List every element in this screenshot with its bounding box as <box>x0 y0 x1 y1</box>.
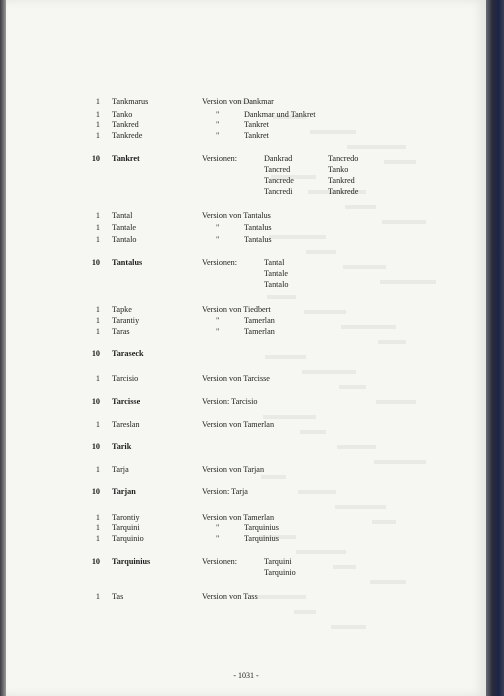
entry-name: Tarquinius <box>112 557 151 566</box>
version-name: Tankred <box>328 176 355 185</box>
entry-note: Version von Tantalus <box>202 211 271 220</box>
entry-reference: Tantalus <box>244 235 272 244</box>
entry-name: Taraseck <box>112 349 144 358</box>
bleed-through-mark <box>296 550 346 554</box>
entry-count: 1 <box>95 97 100 106</box>
entry-note: Version von Tiedbert <box>202 305 271 314</box>
entry-name: Tankmarus <box>112 97 149 106</box>
bleed-through-mark <box>294 610 316 614</box>
entry-reference: Tamerlan <box>244 316 275 325</box>
list-item <box>84 327 414 338</box>
entry-note: Version von Tamerlan <box>202 513 275 522</box>
entry-count: 1 <box>95 420 100 429</box>
list-item <box>84 397 414 408</box>
entry-note: Version von Dankmar <box>202 97 274 106</box>
ditto-mark: " <box>216 223 220 232</box>
list-item <box>84 349 414 360</box>
bleed-through-mark <box>267 295 296 299</box>
bleed-through-mark <box>345 205 376 209</box>
book-spine <box>486 0 504 696</box>
entry-name: Tarantiy <box>112 316 140 325</box>
entry-name: Tankret <box>112 154 140 163</box>
entry-reference: Tankret <box>244 131 269 140</box>
entry-name: Tareslan <box>112 420 140 429</box>
entry-count: 10 <box>91 557 100 566</box>
bleed-through-mark <box>347 145 406 149</box>
list-item <box>84 592 414 603</box>
entry-reference: Tamerlan <box>244 327 275 336</box>
entry-note: Version von Tamerlan <box>202 420 275 429</box>
list-item <box>84 316 414 327</box>
list-item <box>84 97 414 108</box>
list-item <box>84 374 414 385</box>
version-name: Tancredi <box>264 187 293 196</box>
ditto-mark: " <box>216 120 220 129</box>
entry-count: 10 <box>91 487 100 496</box>
entry-note: Versionen: <box>202 154 238 163</box>
entry-count: 1 <box>95 523 100 532</box>
bleed-through-mark <box>374 460 426 464</box>
list-item <box>84 154 414 196</box>
version-name: Tancred <box>264 165 291 174</box>
entry-name: Tantale <box>112 223 136 232</box>
ditto-mark: " <box>216 235 220 244</box>
entry-name: Tarjan <box>112 487 136 496</box>
ditto-mark: " <box>216 316 220 325</box>
entry-name: Tankrede <box>112 131 143 140</box>
bleed-through-mark <box>335 505 386 509</box>
version-name: Tancredo <box>328 154 359 163</box>
list-item <box>84 420 414 431</box>
entry-name: Tarontiy <box>112 513 140 522</box>
entry-name: Tarquinio <box>112 534 144 543</box>
version-name: Tancrede <box>264 176 294 185</box>
entry-count: 1 <box>95 316 100 325</box>
list-item <box>84 487 414 498</box>
ditto-mark: " <box>216 131 220 140</box>
entry-reference: Tarquinius <box>244 523 279 532</box>
list-item <box>84 305 414 316</box>
entry-note: Versionen: <box>202 557 238 566</box>
entry-name: Tantalus <box>112 258 143 267</box>
version-name: Tantale <box>264 269 288 278</box>
entry-name: Tankred <box>112 120 139 129</box>
version-name: Tanko <box>328 165 349 174</box>
entry-note: Version: Tarja <box>202 487 248 496</box>
version-name: Tantal <box>264 258 285 267</box>
bleed-through-mark <box>380 280 436 284</box>
entry-note: Version: Tarcisio <box>202 397 258 406</box>
list-item <box>84 258 414 289</box>
entry-count: 1 <box>95 465 100 474</box>
entry-name: Tarcisse <box>112 397 141 406</box>
entry-count: 1 <box>95 110 100 119</box>
bleed-through-mark <box>331 625 366 629</box>
entry-count: 1 <box>95 592 100 601</box>
entry-count: 10 <box>91 258 100 267</box>
bleed-through-mark <box>339 385 366 389</box>
entry-count: 1 <box>95 131 100 140</box>
entry-count: 10 <box>91 397 100 406</box>
entry-count: 1 <box>95 211 100 220</box>
entry-reference: Tarquinius <box>244 534 279 543</box>
bleed-through-mark <box>370 580 406 584</box>
entry-count: 1 <box>95 305 100 314</box>
entry-count: 10 <box>91 442 100 451</box>
entry-count: 10 <box>91 154 100 163</box>
page-number: - 1031 - <box>233 671 259 680</box>
version-name: Dankrad <box>264 154 293 163</box>
entry-reference: Tantalus <box>244 223 272 232</box>
bleed-through-mark <box>378 340 406 344</box>
version-name: Tarquinio <box>264 568 296 577</box>
entry-note: Version von Tarjan <box>202 465 265 474</box>
entry-name: Tantal <box>112 211 133 220</box>
entry-count: 1 <box>95 120 100 129</box>
entry-note: Version von Tass <box>202 592 258 601</box>
entry-name: Tarik <box>112 442 132 451</box>
version-name: Tarquini <box>264 557 292 566</box>
entry-name: Tanko <box>112 110 133 119</box>
list-item <box>84 131 414 142</box>
entry-name: Tantalo <box>112 235 137 244</box>
entry-name: Tapke <box>112 305 132 314</box>
entry-count: 1 <box>95 513 100 522</box>
list-item <box>84 211 414 222</box>
entry-count: 1 <box>95 327 100 336</box>
ditto-mark: " <box>216 534 220 543</box>
ditto-mark: " <box>216 110 220 119</box>
entry-name: Tas <box>112 592 124 601</box>
entry-name: Tarquini <box>112 523 140 532</box>
ditto-mark: " <box>216 327 220 336</box>
bleed-through-mark <box>263 415 316 419</box>
list-item <box>84 557 414 577</box>
list-item <box>84 465 414 476</box>
list-item <box>84 223 414 234</box>
entry-name: Taras <box>112 327 130 336</box>
entry-name: Tarja <box>112 465 129 474</box>
entry-count: 1 <box>95 235 100 244</box>
entry-count: 1 <box>95 223 100 232</box>
entry-reference: Dankmar und Tankret <box>244 110 316 119</box>
entry-note: Versionen: <box>202 258 238 267</box>
ditto-mark: " <box>216 523 220 532</box>
list-item <box>84 523 414 534</box>
entry-count: 1 <box>95 534 100 543</box>
book-page <box>6 0 486 696</box>
list-item <box>84 534 414 545</box>
version-name: Tankrede <box>328 187 359 196</box>
list-item <box>84 235 414 246</box>
list-item <box>84 442 414 453</box>
entry-name: Tarcisio <box>112 374 139 383</box>
entry-note: Version von Tarcisse <box>202 374 270 383</box>
entry-count: 10 <box>91 349 100 358</box>
bleed-through-mark <box>306 250 336 254</box>
version-name: Tantalo <box>264 280 289 289</box>
list-item <box>84 120 414 131</box>
entry-reference: Tankret <box>244 120 269 129</box>
entry-count: 1 <box>95 374 100 383</box>
